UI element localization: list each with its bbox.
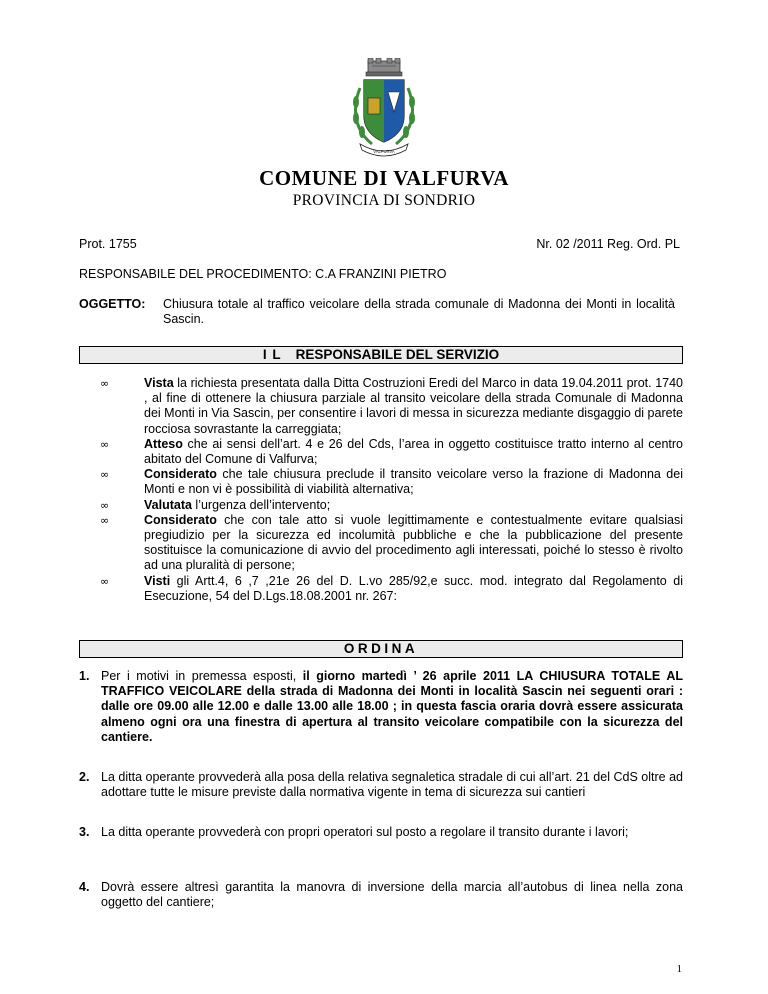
infinity-bullet-icon: ∞ (100, 377, 110, 390)
procedure-manager: RESPONSABILE DEL PROCEDIMENTO: C.A FRANZINI PIETRO (79, 267, 447, 281)
order-number: 3. (79, 825, 90, 839)
motto-ribbon (360, 144, 408, 156)
infinity-bullet-icon: ∞ (100, 437, 110, 451)
order-number: 4. (79, 880, 90, 894)
infinity-bullet-icon: ∞ (100, 574, 110, 588)
section-heading-text: RESPONSABILE DEL SERVIZIO (295, 347, 500, 362)
section-heading-responsabile (79, 346, 683, 364)
list-item: ∞ Considerato che con tale atto si vuole legittimamente e contestualmente evitare qualsiasi pregiudizio per la sicurezza ed incolumità pubbliche e che la pubblicazione del presente sostituisce la comunicazione di avvio del procedimento agli interessati, poiché lo stesso è rivolto ad una pluralità di persone; (100, 512, 683, 573)
ordinance-number: Nr. 02 /2011 Reg. Ord. PL (536, 237, 680, 251)
subject-text: Chiusura totale al traffico veicolare della strada comunale di Madonna dei Monti in località Sascin. (163, 297, 675, 326)
order-number: 2. (79, 770, 90, 784)
infinity-bullet-icon: ∞ (100, 513, 110, 527)
list-item: ∞ Considerato che tale chiusura preclude il transito veicolare verso la frazione di Madonna dei Monti e non vi è possibilità di viabilità alternativa; (100, 467, 683, 497)
page-number: 1 (676, 963, 682, 975)
coat-of-arms-icon (346, 58, 422, 160)
shield-icon (364, 80, 404, 142)
list-item: ∞ Valutata l’urgenza dell’intervento; (100, 497, 331, 512)
order-item-3: 3. La ditta operante provvederà con propri operatori sul posto a regolare il transito durante i lavori; (79, 825, 629, 839)
list-item: ∞ Visti gli Artt.4, 6 ,7 ,21e 26 del D. L.vo 285/92,e succ. mod. integrato dal Regolamento di Esecuzione, 54 del D.Lgs.18.08.2001 nr. 267: (100, 573, 683, 603)
subject-label: OGGETTO: (79, 297, 146, 311)
list-item: ∞ Vista la richiesta presentata dalla Ditta Costruzioni Eredi del Marco in data 19.04.2011 prot. 1740 , al fine di ottenere la chiusura parziale al transito veicolare della strada Comunale di Madonna dei Monti in Via Sascin, per consentire i lavori di messa in sicurezza mediante disgaggio di parete rocciosa sovrastante la carreggiata; (100, 376, 683, 436)
infinity-bullet-icon: ∞ (100, 498, 110, 512)
order-item-1: 1. Per i motivi in premessa esposti, il giorno martedì ’ 26 aprile 2011 LA CHIUSURA TOTALE AL TRAFFICO VEICOLARE della strada di Madonna dei Monti in località Sascin nei seguenti orari : dalle ore 09.00 alle 12.00 e dalle 13.00 alle 18.00 ; in questa fascia oraria dovrà essere assicurata almeno ogni ora una finestra di apertura al transito veicolare compatibile con la sicurezza del cantiere. (79, 669, 684, 744)
premises-list (100, 376, 683, 604)
section-heading-ordina (79, 640, 683, 658)
order-item-2: 2. La ditta operante provvederà alla posa della relativa segnaletica stradale di cui all’art. 21 del CdS oltre ad adottare tutte le misure previste dalla normativa vigente in tema di sicurezza sui cantieri (79, 770, 683, 800)
municipality-name: COMUNE DI VALFURVA (259, 166, 509, 190)
province-name: PROVINCIA DI SONDRIO (292, 192, 476, 209)
infinity-bullet-icon: ∞ (100, 468, 110, 482)
order-number: 1. (79, 669, 90, 683)
section-heading-text: ORDINA (343, 641, 419, 656)
crest-motto: VALFURVA (373, 149, 395, 154)
protocol-number: Prot. 1755 (79, 237, 137, 251)
section-heading-prefix: I L (262, 347, 282, 362)
crown-icon (366, 58, 402, 76)
order-item-4: 4. Dovrà essere altresì garantita la manovra di inversione della marcia all’autobus di linea nella zona oggetto del cantiere; (79, 880, 683, 910)
list-item: ∞ Atteso che ai sensi dell’art. 4 e 26 del Cds, l’area in oggetto costituisce tratto interno al centro abitato del Comune di Valfurva; (100, 436, 683, 467)
